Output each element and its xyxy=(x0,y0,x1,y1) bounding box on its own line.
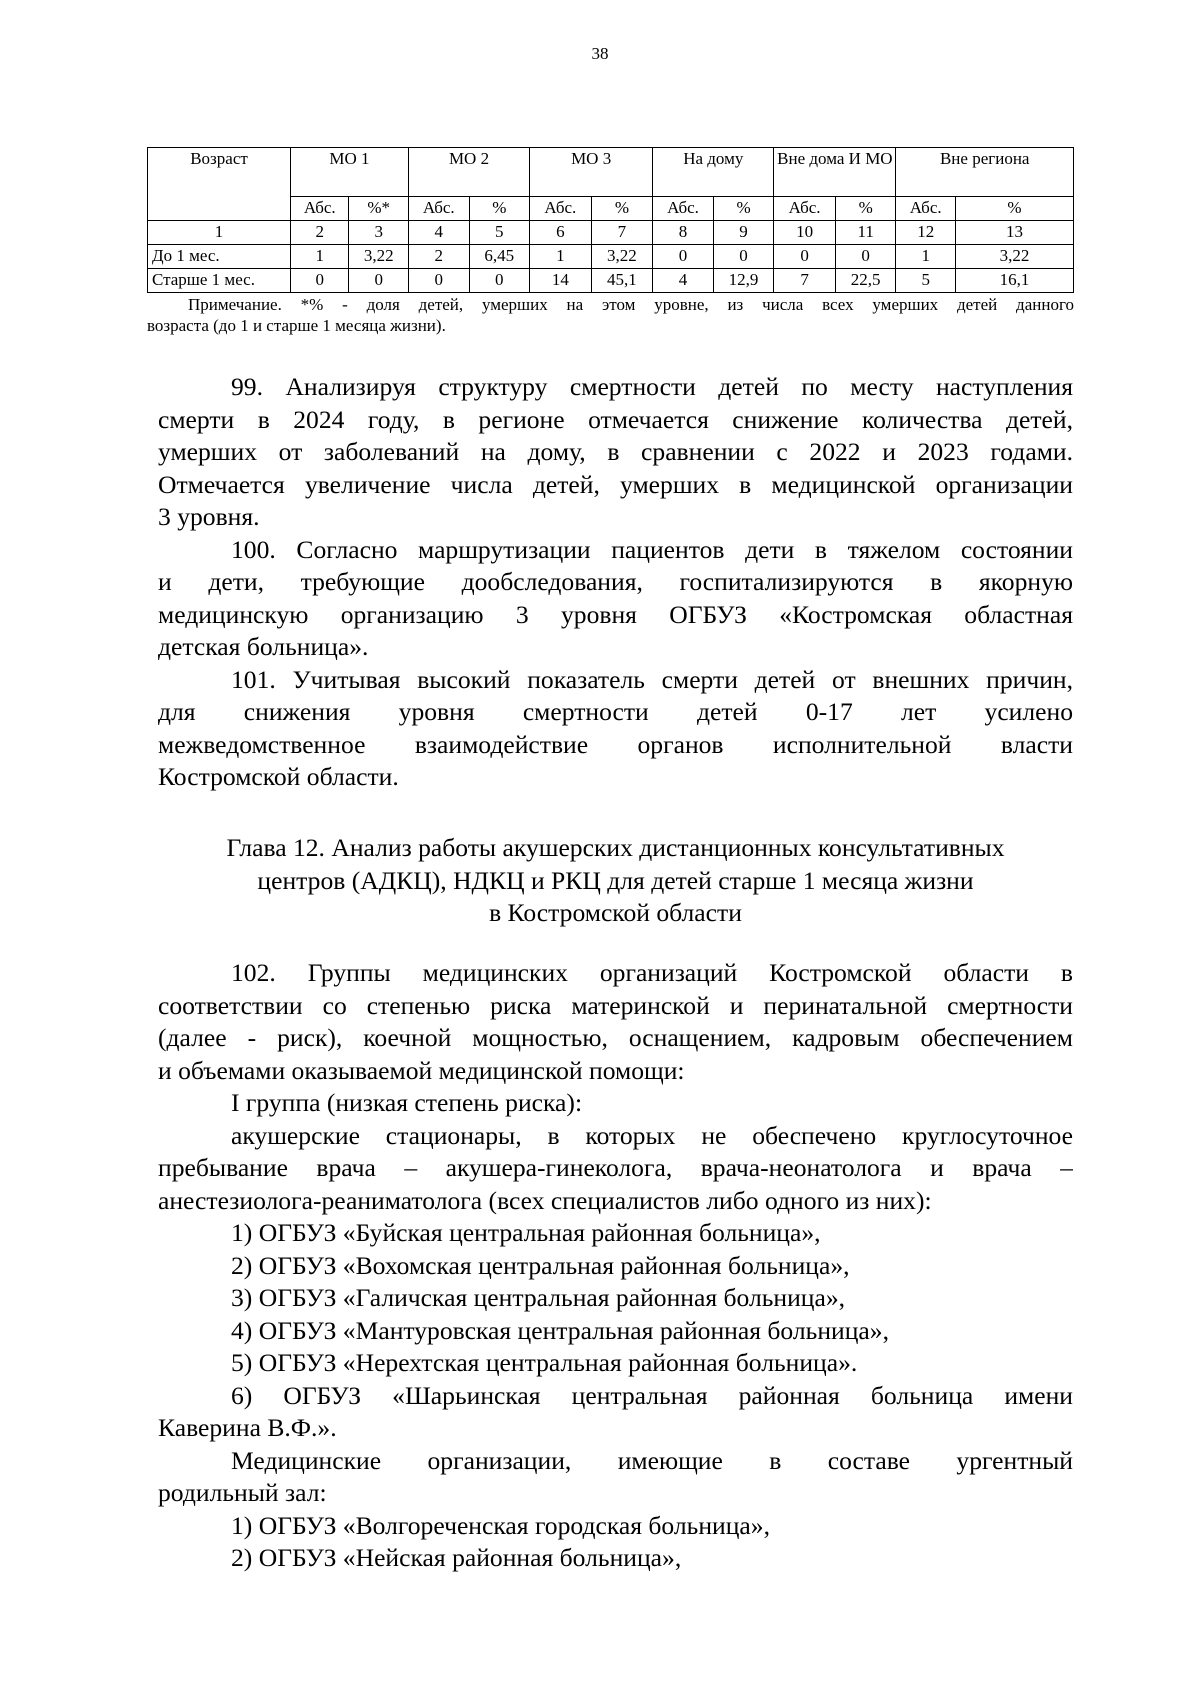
subheader-cell: % xyxy=(591,197,653,221)
header-cell: Возраст xyxy=(148,148,291,221)
paragraph-line: 6) ОГБУЗ «Шарьинская центральная районная больница имени xyxy=(231,1380,1073,1410)
table-cell: 11 xyxy=(835,221,896,245)
table-cell: 1 xyxy=(291,245,349,269)
header-cell: Вне дома И МО xyxy=(774,148,896,197)
paragraph xyxy=(158,1380,1073,1445)
paragraph-line: межведомственное взаимодействие органов исполнительной власти xyxy=(158,729,1073,759)
note-line: возраста (до 1 и старше 1 месяца жизни). xyxy=(147,316,446,335)
paragraph xyxy=(158,1315,1073,1348)
table-cell: 16,1 xyxy=(955,269,1073,293)
table-cell: 0 xyxy=(469,269,530,293)
paragraph xyxy=(158,1250,1073,1283)
subheader-cell: % xyxy=(955,197,1073,221)
paragraph-line: для снижения уровня смертности детей 0-17 лет усилено xyxy=(158,697,1073,726)
paragraph xyxy=(158,1445,1073,1510)
paragraph xyxy=(158,664,1073,794)
paragraph-line: родильный зал: xyxy=(158,1478,327,1507)
table-cell: 4 xyxy=(408,221,469,245)
table-cell: 12,9 xyxy=(713,269,774,293)
table-cell: 1 xyxy=(896,245,956,269)
paragraph-line: смерти в 2024 году, в регионе отмечается снижение количества детей, xyxy=(158,404,1073,434)
chapter-title-line: в Костромской области xyxy=(489,898,742,927)
paragraph-line: 100. Согласно маршрутизации пациентов дети в тяжелом состоянии xyxy=(231,534,1073,564)
paragraph-line: и объемами оказываемой медицинской помощи: xyxy=(158,1055,685,1085)
table-cell: 6 xyxy=(530,221,592,245)
chapter-title xyxy=(158,832,1073,930)
paragraph xyxy=(158,957,1073,1087)
table-cell: 0 xyxy=(653,245,714,269)
paragraph-line: I группа (низкая степень риска): xyxy=(231,1088,583,1117)
table-cell: 0 xyxy=(408,269,469,293)
table-cell: 3,22 xyxy=(349,245,409,269)
table-cell: 13 xyxy=(955,221,1073,245)
paragraph-line: соответствии со степенью риска материнской и перинатальной смертности xyxy=(158,990,1073,1020)
paragraph-line: 5) ОГБУЗ «Нерехтская центральная районная больница». xyxy=(231,1348,858,1377)
paragraph-line: 3) ОГБУЗ «Галичская центральная районная больница», xyxy=(231,1283,846,1312)
paragraph-line: 3 уровня. xyxy=(158,502,260,531)
subheader-cell: % xyxy=(469,197,530,221)
mortality-by-place-table xyxy=(147,147,1074,293)
chapter-title-line: центров (АДКЦ), НДКЦ и РКЦ для детей старше 1 месяца жизни xyxy=(257,865,974,895)
table-cell: 12 xyxy=(896,221,956,245)
table-cell: 3,22 xyxy=(591,245,653,269)
table-cell: 7 xyxy=(591,221,653,245)
header-cell: Вне региона xyxy=(896,148,1074,197)
paragraph xyxy=(158,1087,1073,1120)
table-cell: 8 xyxy=(653,221,714,245)
paragraph xyxy=(158,1120,1073,1218)
paragraph xyxy=(158,1217,1073,1250)
table-cell: 0 xyxy=(349,269,409,293)
table-cell: 4 xyxy=(653,269,714,293)
paragraph xyxy=(158,1542,1073,1575)
paragraph-line: 102. Группы медицинских организаций Костромской области в xyxy=(231,958,1073,987)
subheader-cell: Абс. xyxy=(653,197,714,221)
paragraph-line: 1) ОГБУЗ «Волгореченская городская больница», xyxy=(231,1510,770,1540)
subheader-cell: % xyxy=(713,197,774,221)
paragraph-line: анестезиолога-реаниматолога (всех специалистов либо одного из них): xyxy=(158,1185,932,1215)
subheader-cell: Абс. xyxy=(408,197,469,221)
paragraph xyxy=(158,1347,1073,1380)
table-cell: 0 xyxy=(774,245,836,269)
table-cell: 14 xyxy=(530,269,592,293)
paragraph-line: медицинскую организацию 3 уровня ОГБУЗ «Костромская областная xyxy=(158,599,1073,629)
table-cell: 6,45 xyxy=(469,245,530,269)
table-cell: 0 xyxy=(713,245,774,269)
table-header-row xyxy=(148,148,1074,197)
paragraph-line: умерших от заболеваний на дому, в сравнении с 2022 и 2023 годами. xyxy=(158,437,1073,466)
table-cell: 5 xyxy=(896,269,956,293)
table-cell: 2 xyxy=(408,245,469,269)
chapter-title-line: Глава 12. Анализ работы акушерских дистанционных консультативных xyxy=(226,833,1005,862)
table-cell: 3,22 xyxy=(955,245,1073,269)
page-number: 38 xyxy=(591,44,609,63)
paragraph-line: и дети, требующие дообследования, госпитализируются в якорную xyxy=(158,567,1073,596)
table-number-row xyxy=(148,221,1074,245)
paragraph-line: Каверина В.Ф.». xyxy=(158,1413,337,1442)
paragraph-line: 99. Анализируя структуру смертности детей по месту наступления xyxy=(231,372,1073,401)
paragraph xyxy=(158,371,1073,534)
subheader-cell: Абс. xyxy=(530,197,592,221)
paragraph xyxy=(158,1282,1073,1315)
subheader-cell: % xyxy=(835,197,896,221)
table-cell: Старше 1 мес. xyxy=(148,269,291,293)
table-cell: 1 xyxy=(530,245,592,269)
paragraph xyxy=(158,534,1073,664)
paragraph-line: Медицинские организации, имеющие в составе ургентный xyxy=(231,1445,1073,1475)
table-cell: 0 xyxy=(835,245,896,269)
paragraph-line: (далее - риск), коечной мощностью, оснащением, кадровым обеспечением xyxy=(158,1023,1073,1052)
paragraph-line: 4) ОГБУЗ «Мантуровская центральная районная больница», xyxy=(231,1315,889,1345)
header-cell: МО 1 xyxy=(291,148,409,197)
header-cell: МО 3 xyxy=(530,148,653,197)
paragraph-line: детская больница». xyxy=(158,632,369,661)
table-cell: До 1 мес. xyxy=(148,245,291,269)
table-cell: 7 xyxy=(774,269,836,293)
paragraph xyxy=(158,1510,1073,1543)
table-cell: 22,5 xyxy=(835,269,896,293)
subheader-cell: Абс. xyxy=(774,197,836,221)
table-cell: 1 xyxy=(148,221,291,245)
table-cell: 5 xyxy=(469,221,530,245)
subheader-cell: Абс. xyxy=(896,197,956,221)
subheader-cell: Абс. xyxy=(291,197,349,221)
table-cell: 45,1 xyxy=(591,269,653,293)
table-row xyxy=(148,245,1074,269)
subheader-cell: %* xyxy=(349,197,409,221)
paragraph-line: акушерские стационары, в которых не обеспечено круглосуточное xyxy=(231,1120,1073,1150)
paragraph-line: 2) ОГБУЗ «Нейская районная больница», xyxy=(231,1543,682,1572)
paragraph-line: 2) ОГБУЗ «Вохомская центральная районная больница», xyxy=(231,1250,850,1280)
table-cell: 9 xyxy=(713,221,774,245)
paragraph-line: пребывание врача – акушера-гинеколога, врача-неонатолога и врача – xyxy=(158,1153,1073,1182)
body-text-bottom xyxy=(158,957,1073,1575)
table-row xyxy=(148,269,1074,293)
table-cell: 0 xyxy=(291,269,349,293)
table-note xyxy=(147,294,1074,336)
header-cell: На дому xyxy=(653,148,774,197)
paragraph-line: 101. Учитывая высокий показатель смерти детей от внешних причин, xyxy=(231,664,1073,694)
paragraph-line: Костромской области. xyxy=(158,762,399,791)
note-line: Примечание. *% - доля детей, умерших на этом уровне, из числа всех умерших детей данного xyxy=(188,295,1074,314)
table-cell: 10 xyxy=(774,221,836,245)
table-cell: 3 xyxy=(349,221,409,245)
paragraph-line: 1) ОГБУЗ «Буйская центральная районная больница», xyxy=(231,1218,821,1247)
paragraph-line: Отмечается увеличение числа детей, умерших в медицинской организации xyxy=(158,469,1073,499)
body-text-top xyxy=(158,371,1073,794)
header-cell: МО 2 xyxy=(408,148,529,197)
table-cell: 2 xyxy=(291,221,349,245)
